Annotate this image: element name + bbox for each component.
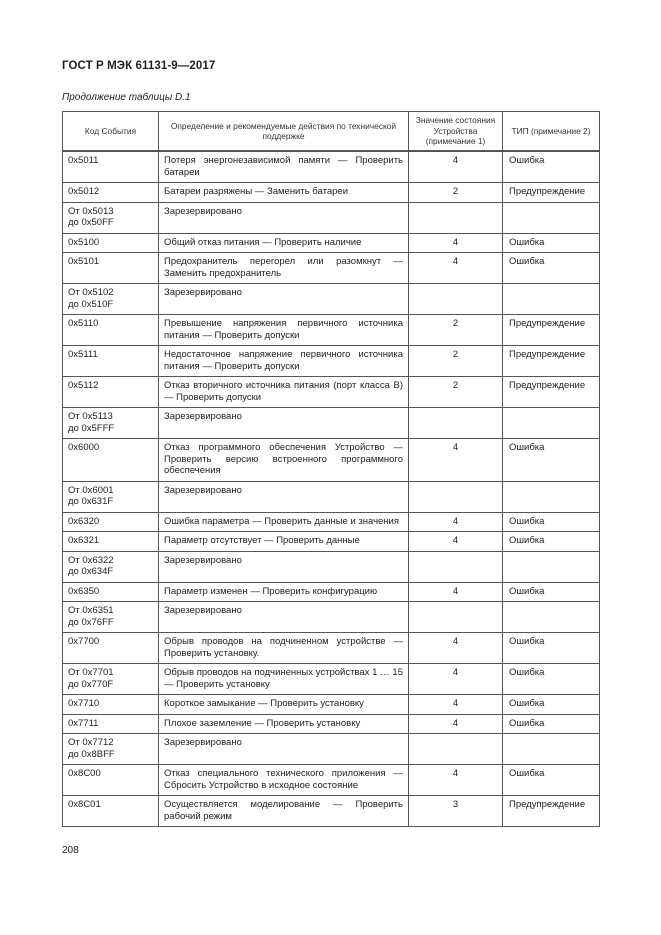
cell-status-value: 2 [409, 183, 503, 203]
cell-event-code: 0x6320 [63, 512, 159, 532]
cell-event-code: 0x8C00 [63, 765, 159, 796]
cell-description: Превышение напряжения первичного источника питания — Проверить допуски [159, 315, 409, 346]
cell-status-value: 3 [409, 796, 503, 827]
cell-type: Предупреждение [503, 315, 600, 346]
cell-event-code: 0x5100 [63, 233, 159, 253]
table-row [63, 377, 600, 408]
cell-type: Ошибка [503, 532, 600, 552]
cell-description: Общий отказ питания — Проверить наличие [159, 233, 409, 253]
cell-type [503, 481, 600, 512]
cell-type: Ошибка [503, 714, 600, 734]
cell-status-value: 4 [409, 439, 503, 482]
cell-description: Параметр изменен — Проверить конфигурацию [159, 582, 409, 602]
cell-type: Предупреждение [503, 183, 600, 203]
cell-description: Зарезервировано [159, 602, 409, 633]
table-row [63, 183, 600, 203]
column-header-type: ТИП (примечание 2) [503, 112, 600, 151]
table-header [63, 112, 600, 152]
table-row [63, 233, 600, 253]
cell-status-value [409, 481, 503, 512]
cell-description: Обрыв проводов на подчиненном устройстве — Проверить установку. [159, 633, 409, 664]
cell-description: Отказ вторичного источника питания (порт класса В) — Проверить допуски [159, 377, 409, 408]
cell-status-value [409, 202, 503, 233]
cell-status-value: 4 [409, 633, 503, 664]
cell-event-code: 0x5011 [63, 152, 159, 183]
cell-type: Ошибка [503, 695, 600, 715]
cell-type: Ошибка [503, 512, 600, 532]
cell-description: Недостаточное напряжение первичного источника питания — Проверить допуски [159, 346, 409, 377]
cell-status-value: 4 [409, 152, 503, 183]
cell-event-code: От 0x6001 до 0x631F [63, 481, 159, 512]
cell-event-code: 0x8C01 [63, 796, 159, 827]
cell-status-value [409, 602, 503, 633]
column-header-status-value: Значение состояния Устройства (примечание 1) [409, 112, 503, 151]
cell-description: Предохранитель перегорел или разомкнут — Заменить предохранитель [159, 253, 409, 284]
table-caption: Продолжение таблицы D.1 [62, 92, 191, 103]
cell-type [503, 602, 600, 633]
cell-event-code: 0x5110 [63, 315, 159, 346]
table-row [63, 551, 600, 582]
cell-description: Отказ программного обеспечения Устройство — Проверить версию встроенного программного обеспечения [159, 439, 409, 482]
cell-type: Ошибка [503, 633, 600, 664]
cell-type: Ошибка [503, 233, 600, 253]
table-row [63, 796, 600, 827]
table-row [63, 532, 600, 552]
table-row [63, 734, 600, 765]
cell-status-value: 4 [409, 233, 503, 253]
cell-description: Отказ специального технического приложения — Сбросить Устройство в исходное состояние [159, 765, 409, 796]
cell-type: Ошибка [503, 765, 600, 796]
cell-type [503, 408, 600, 439]
cell-event-code: 0x6000 [63, 439, 159, 482]
cell-description: Зарезервировано [159, 284, 409, 315]
cell-status-value: 2 [409, 377, 503, 408]
cell-type: Предупреждение [503, 377, 600, 408]
cell-type: Предупреждение [503, 346, 600, 377]
cell-status-value: 2 [409, 315, 503, 346]
page-number: 208 [62, 845, 79, 856]
table-row [63, 714, 600, 734]
cell-type: Ошибка [503, 664, 600, 695]
table-row [63, 202, 600, 233]
table-row [63, 253, 600, 284]
cell-event-code: 0x5012 [63, 183, 159, 203]
cell-event-code: От 0x5113 до 0x5FFF [63, 408, 159, 439]
cell-status-value: 4 [409, 253, 503, 284]
cell-description: Зарезервировано [159, 481, 409, 512]
column-header-description: Определение и рекомендуемые действия по технической поддержке [159, 112, 409, 151]
table-row [63, 315, 600, 346]
cell-type [503, 284, 600, 315]
table-row [63, 284, 600, 315]
cell-event-code: 0x7710 [63, 695, 159, 715]
cell-status-value: 2 [409, 346, 503, 377]
table-row [63, 582, 600, 602]
table-row [63, 664, 600, 695]
cell-type [503, 734, 600, 765]
table-row [63, 152, 600, 183]
cell-type: Предупреждение [503, 796, 600, 827]
table-row [63, 633, 600, 664]
cell-event-code: 0x5112 [63, 377, 159, 408]
cell-description: Осуществляется моделирование — Проверить рабочий режим [159, 796, 409, 827]
cell-status-value [409, 284, 503, 315]
column-header-code: Код События [63, 112, 159, 151]
cell-description: Батареи разряжены — Заменить батареи [159, 183, 409, 203]
cell-description: Обрыв проводов на подчиненных устройствах 1 … 15 — Проверить установку [159, 664, 409, 695]
event-codes-table [62, 111, 600, 827]
cell-status-value [409, 734, 503, 765]
cell-status-value [409, 408, 503, 439]
cell-type: Ошибка [503, 253, 600, 284]
cell-description: Зарезервировано [159, 408, 409, 439]
table-row [63, 481, 600, 512]
cell-type: Ошибка [503, 439, 600, 482]
cell-description: Потеря энергонезависимой памяти — Проверить батареи [159, 152, 409, 183]
document-header: ГОСТ Р МЭК 61131-9—2017 [62, 60, 216, 72]
table-body [63, 152, 600, 827]
cell-description: Параметр отсутствует — Проверить данные [159, 532, 409, 552]
cell-event-code: 0x5101 [63, 253, 159, 284]
table-row [63, 512, 600, 532]
table-row [63, 695, 600, 715]
cell-description: Зарезервировано [159, 202, 409, 233]
cell-status-value: 4 [409, 695, 503, 715]
cell-status-value [409, 551, 503, 582]
cell-status-value: 4 [409, 532, 503, 552]
cell-description: Зарезервировано [159, 551, 409, 582]
cell-event-code: От 0x5102 до 0x510F [63, 284, 159, 315]
cell-event-code: 0x6350 [63, 582, 159, 602]
cell-description: Короткое замыкание — Проверить установку [159, 695, 409, 715]
cell-status-value: 4 [409, 582, 503, 602]
table-row [63, 765, 600, 796]
cell-description: Плохое заземление — Проверить установку [159, 714, 409, 734]
cell-event-code: От 0x6322 до 0x634F [63, 551, 159, 582]
cell-event-code: От 0x7712 до 0x8BFF [63, 734, 159, 765]
cell-event-code: От 0x6351 до 0x76FF [63, 602, 159, 633]
table-row [63, 439, 600, 482]
cell-event-code: 0x5111 [63, 346, 159, 377]
cell-type [503, 551, 600, 582]
cell-status-value: 4 [409, 664, 503, 695]
table-row [63, 346, 600, 377]
cell-type: Ошибка [503, 582, 600, 602]
cell-event-code: 0x7711 [63, 714, 159, 734]
table-row [63, 602, 600, 633]
cell-description: Зарезервировано [159, 734, 409, 765]
cell-status-value: 4 [409, 512, 503, 532]
cell-event-code: 0x7700 [63, 633, 159, 664]
cell-description: Ошибка параметра — Проверить данные и значения [159, 512, 409, 532]
cell-status-value: 4 [409, 714, 503, 734]
cell-event-code: От 0x5013 до 0x50FF [63, 202, 159, 233]
table-row [63, 408, 600, 439]
cell-event-code: 0x6321 [63, 532, 159, 552]
cell-type: Ошибка [503, 152, 600, 183]
cell-event-code: От 0x7701 до 0x770F [63, 664, 159, 695]
cell-status-value: 4 [409, 765, 503, 796]
cell-type [503, 202, 600, 233]
